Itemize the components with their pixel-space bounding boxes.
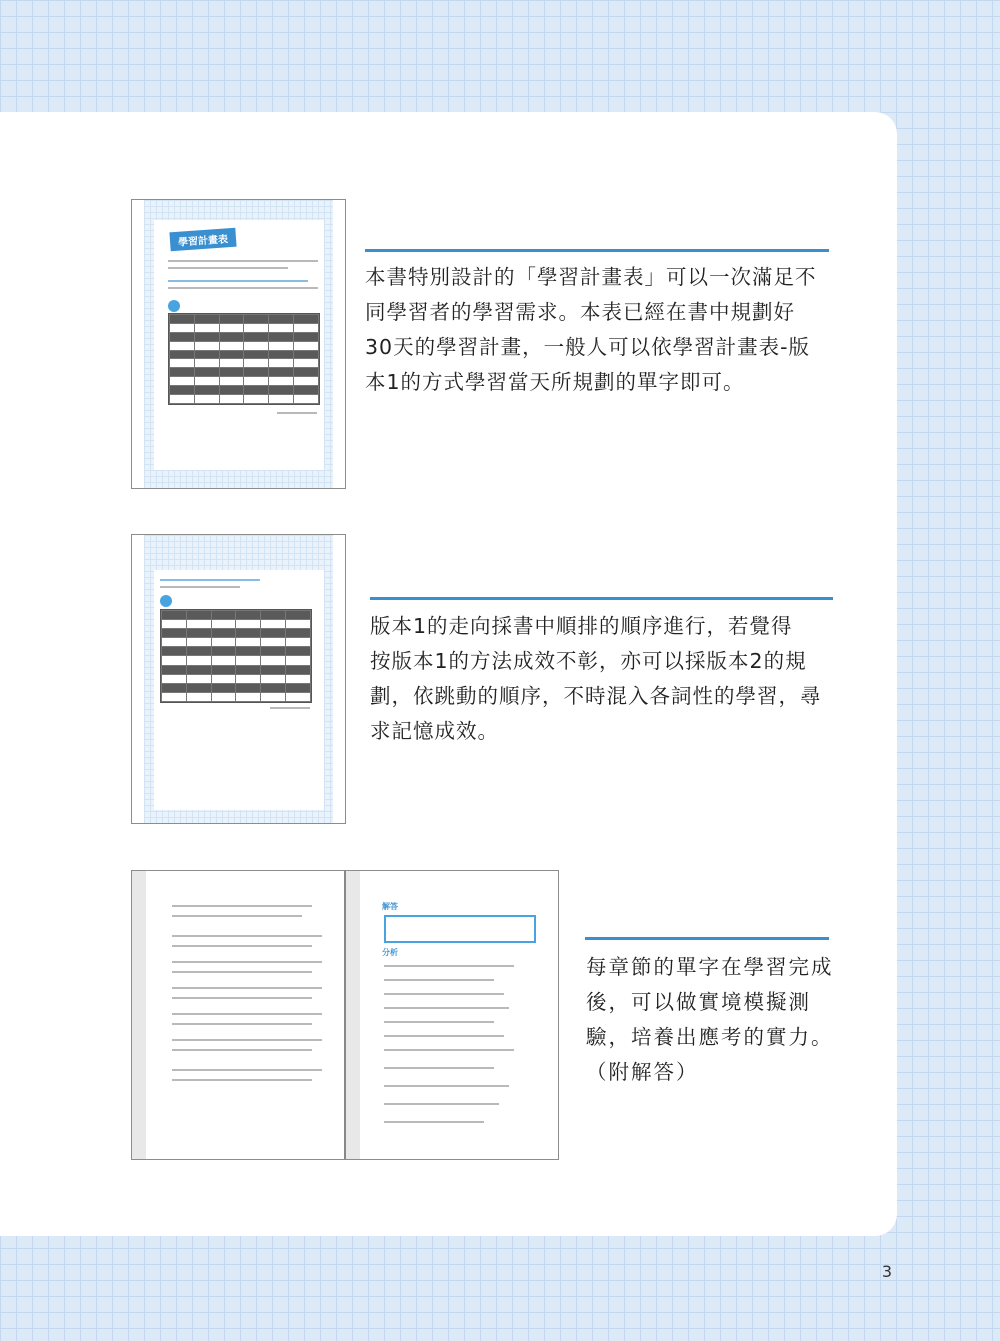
answer-heading: 解答 (382, 902, 398, 911)
analysis-heading: 分析 (382, 948, 398, 957)
mock-test-spread-thumbnail (131, 870, 559, 1160)
study-plan-table (168, 313, 320, 405)
section-1-rule (365, 249, 829, 252)
answer-box (384, 915, 536, 943)
study-plan-table-v2 (160, 609, 312, 703)
section-3-rule (585, 937, 829, 940)
section-3-description: 每章節的單字在學習完成 後，可以做實境模擬測 驗，培養出應考的實力。 （附解答） (586, 955, 834, 1084)
study-plan-title: 學習計畫表 (169, 228, 236, 252)
section-1-description: 本書特別設計的「學習計畫表」可以一次滿足不 同學習者的學習需求。本表已經在書中規劃好 30天的學習計畫，一般人可以依學習計畫表-版 本1的方式學習當天所規劃的單字即可。 (365, 265, 817, 394)
study-plan-thumbnail-1 (131, 199, 346, 489)
section-2-description: 版本1的走向採書中順排的順序進行，若覺得 按版本1的方法成效不彰，亦可以採版本2的規 劃，依跳動的順序，不時混入各詞性的學習，尋 求記憶成效。 (370, 614, 822, 743)
page-number: 3 (881, 1262, 892, 1281)
study-plan-thumbnail-2 (131, 534, 346, 824)
section-2-rule (370, 597, 833, 600)
